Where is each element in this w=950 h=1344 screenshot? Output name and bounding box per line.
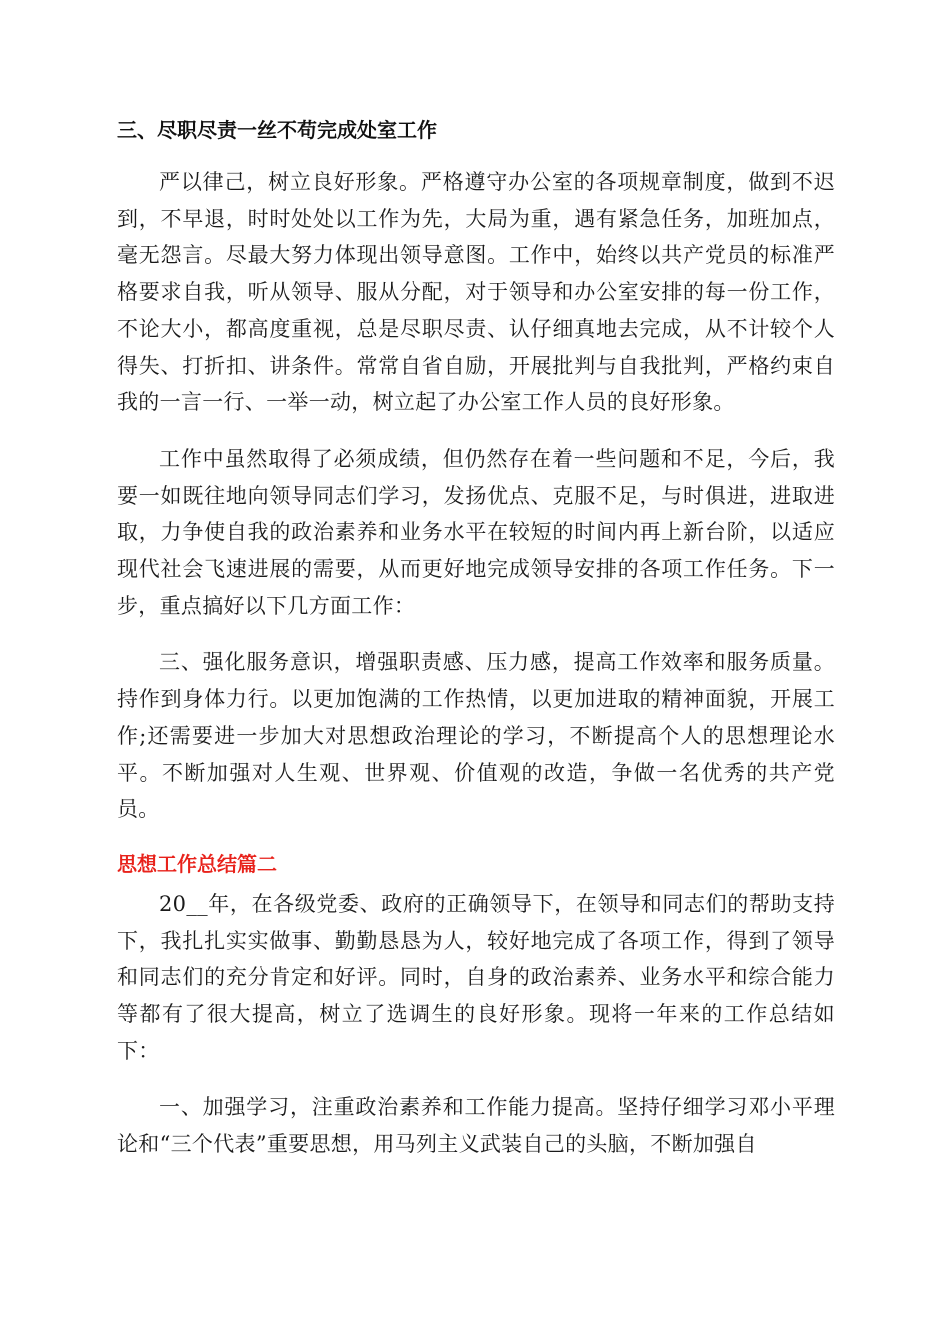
- paragraph-self-discipline: 严以律己，树立良好形象。严格遵守办公室的各项规章制度，做到不迟到，不早退，时时处处以工作为先，大局为重，遇有紧急任务，加班加点，毫无怨言。尽最大努力体现出领导意图。工作中，始终以共产党员的标准严格要求自我，听从领导、服从分配，对于领导和办公室安排的每一份工作，不论大小，都高度重视，总是尽职尽责、认仔细真地去完成，从不计较个人得失、打折扣、讲条件。常常自省自励，开展批判与自我批判，严格约束自我的一言一行、一举一动，树立起了办公室工作人员的良好形象。: [117, 170, 835, 415]
- document-body: [117, 112, 835, 1183]
- paragraph-service-awareness: 三、强化服务意识，增强职责感、压力感，提高工作效率和服务质量。持作到身体力行。以更加饱满的工作热情，以更加进取的精神面貌，开展工作;还需要进一步加大对思想政治理论的学习，不断提高个人的思想理论水平。不断加强对人生观、世界观、价值观的改造，争做一名优秀的共产党员。: [117, 650, 835, 822]
- article-title: 思想工作总结篇二: [117, 851, 277, 876]
- paragraph-study: 一、加强学习，注重政治素养和工作能力提高。坚持仔细学习邓小平理论和“三个代表”重要思想，用马列主义武装自己的头脑，不断加强自: [117, 1095, 835, 1157]
- paragraph-shortcomings: 工作中虽然取得了必须成绩，但仍然存在着一些问题和不足，今后，我要一如既往地向领导同志们学习，发扬优点、克服不足，与时俱进，进取进取，力争使自我的政治素养和业务水平在较短的时间内再上新台阶，以适应现代社会飞速进展的需要，从而更好地完成领导安排的各项工作任务。下一步，重点搞好以下几方面工作：: [117, 446, 835, 618]
- paragraph-intro: 20__年，在各级党委、政府的正确领导下，在领导和同志们的帮助支持下，我扎扎实实做事、勤勤恳恳为人，较好地完成了各项工作，得到了领导和同志们的充分肯定和好评。同时，自身的政治素养、业务水平和综合能力等都有了很大提高，树立了选调生的良好形象。现将一年来的工作总结如下：: [117, 891, 835, 1063]
- section-heading: 三、尽职尽责一丝不苟完成处室工作: [117, 118, 437, 142]
